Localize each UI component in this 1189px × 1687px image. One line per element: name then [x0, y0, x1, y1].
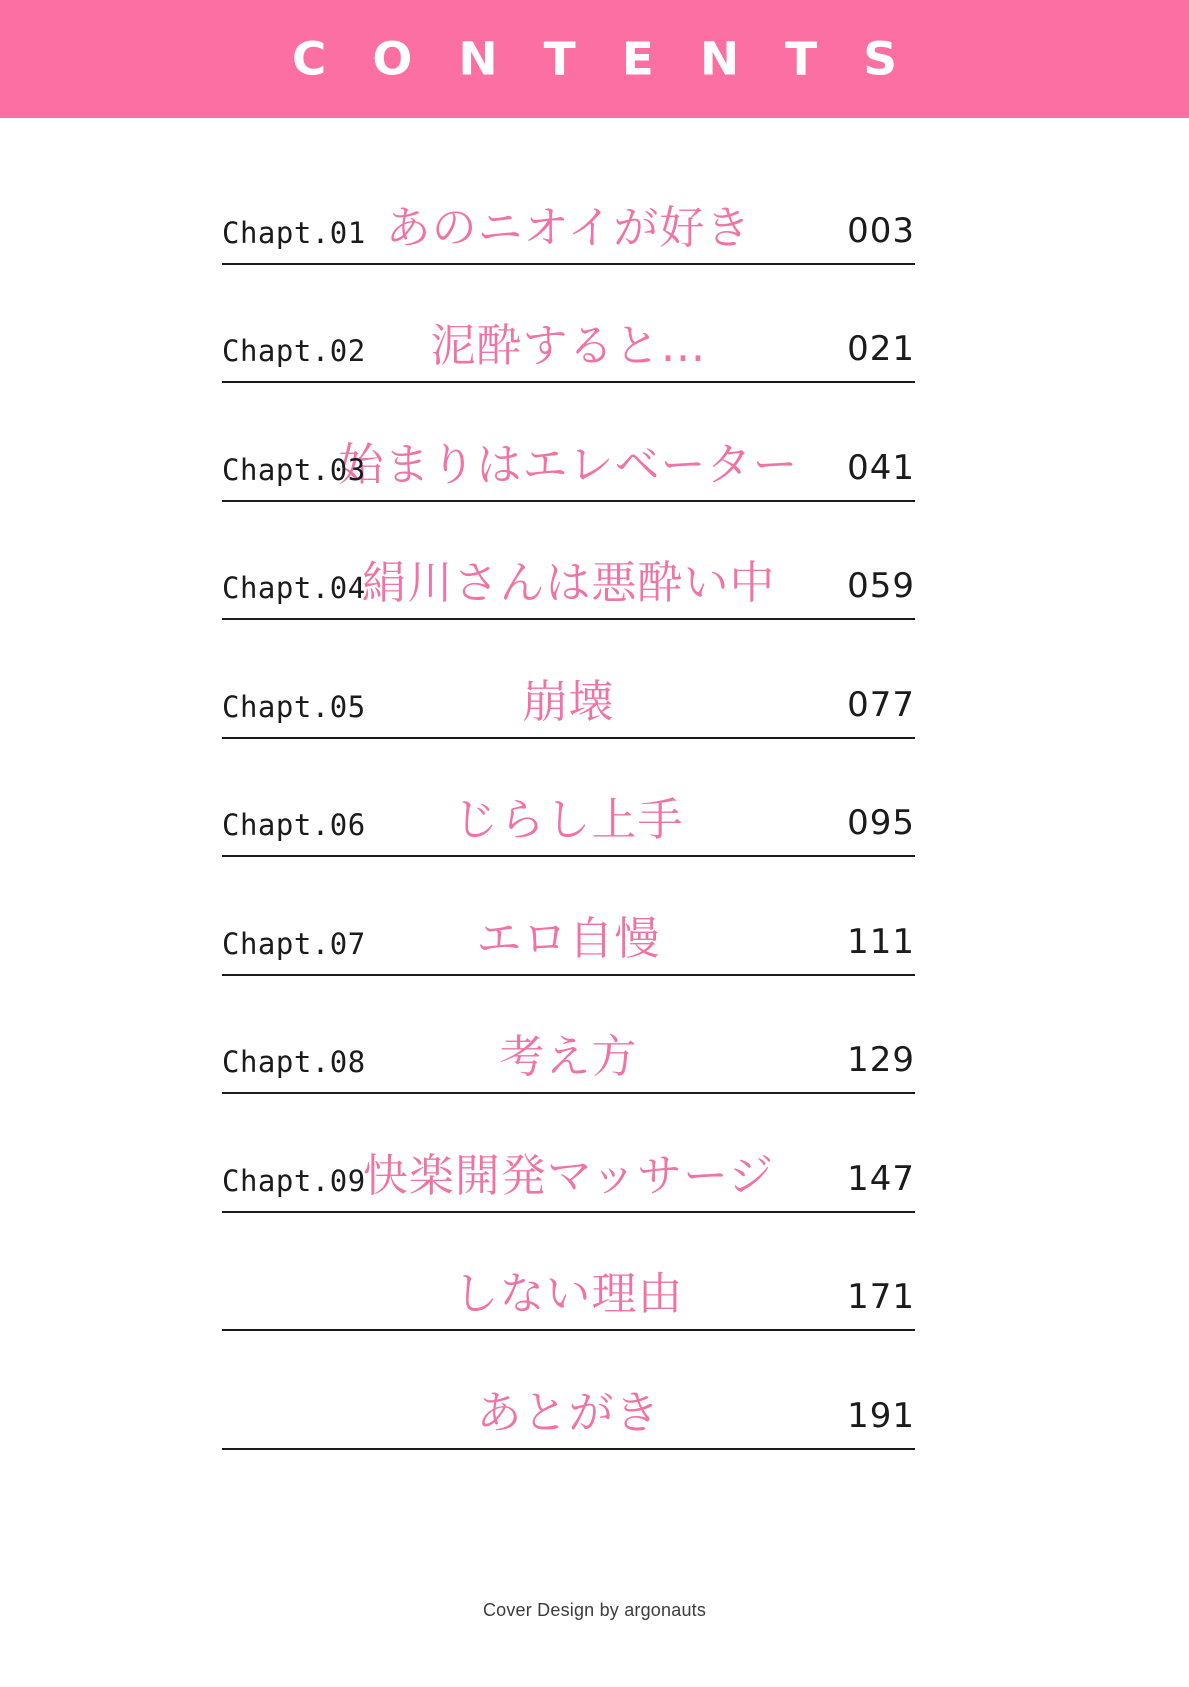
- chapter-title: しない理由: [453, 1267, 684, 1320]
- chapter-label: Chapt.05: [222, 689, 366, 724]
- chapter-title: あのニオイが好き: [385, 200, 752, 254]
- chapter-title: 始まりはエレベーター: [338, 437, 799, 491]
- chapter-label: Chapt.09: [222, 1163, 366, 1198]
- page-number: 111: [847, 921, 915, 962]
- chapter-title: あとがき: [476, 1385, 661, 1439]
- page-number: 041: [847, 447, 915, 488]
- toc-row: [222, 383, 915, 502]
- chapter-title: エロ自慢: [476, 911, 661, 965]
- chapter-label: Chapt.01: [222, 215, 366, 250]
- chapter-title: 考え方: [499, 1030, 638, 1083]
- chapter-title: 快楽開発マッサージ: [362, 1148, 775, 1202]
- page-number: 059: [847, 566, 915, 606]
- page-number: 021: [847, 329, 915, 369]
- chapter-label: Chapt.08: [222, 1045, 366, 1079]
- toc-row: [222, 976, 915, 1095]
- chapter-label: Chapt.06: [222, 808, 366, 842]
- page-number: 077: [847, 684, 915, 725]
- chapter-title: 泥酔すると…: [430, 319, 707, 372]
- chapter-title: 崩壊: [522, 674, 615, 728]
- toc-row: [222, 502, 915, 621]
- header-bar: [0, 0, 1189, 118]
- page-title: CONTENTS: [291, 32, 944, 86]
- page-number: 171: [847, 1277, 915, 1317]
- page-number: 191: [847, 1395, 915, 1436]
- chapter-title: じらし上手: [453, 793, 684, 846]
- chapter-title: 絹川さんは悪酔い中: [361, 556, 776, 609]
- page-number: 095: [847, 803, 915, 843]
- page-number: 129: [847, 1040, 915, 1080]
- chapter-label: Chapt.04: [222, 571, 366, 605]
- toc-row: [222, 1094, 915, 1213]
- toc-row: [222, 739, 915, 858]
- toc-row: [222, 620, 915, 739]
- chapter-label: Chapt.07: [222, 926, 366, 961]
- page-number: 003: [847, 210, 915, 251]
- page-number: 147: [847, 1158, 915, 1199]
- cover-design-credit: Cover Design by argonauts: [482, 1600, 707, 1620]
- table-of-contents: [222, 146, 915, 1450]
- toc-row: [222, 1331, 915, 1450]
- toc-row: [222, 1213, 915, 1332]
- chapter-label: Chapt.02: [222, 334, 366, 368]
- toc-row: [222, 146, 915, 265]
- chapter-label: Chapt.03: [222, 452, 366, 487]
- toc-row: [222, 265, 915, 384]
- toc-row: [222, 857, 915, 976]
